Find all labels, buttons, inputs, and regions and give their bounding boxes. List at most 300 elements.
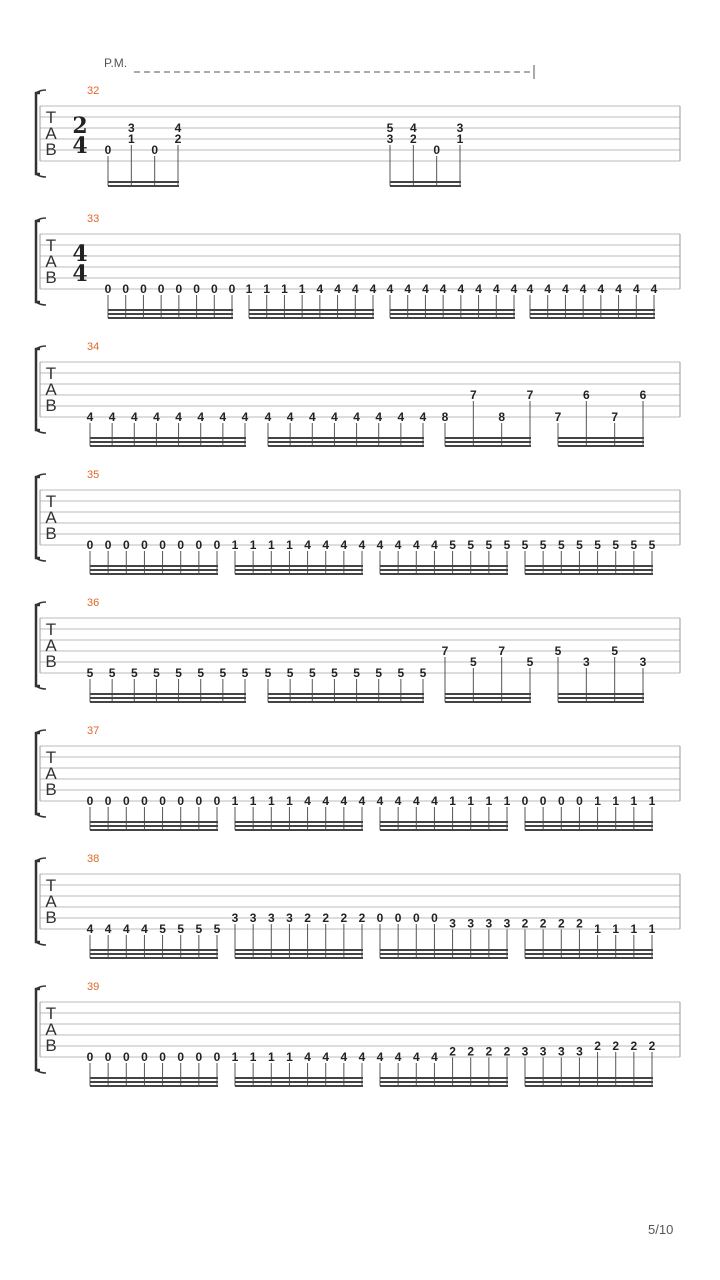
fret-number: 0: [213, 1050, 221, 1064]
note-beam: [525, 1077, 653, 1079]
tab-clef-letter: B: [45, 140, 57, 159]
fret-number: 0: [521, 794, 529, 808]
note-beam: [90, 701, 246, 703]
note-beam: [235, 821, 363, 823]
fret-number: 0: [394, 911, 402, 925]
note-beam: [380, 957, 508, 959]
bracket-top-hook: [36, 90, 46, 93]
tab-clef-letter: B: [45, 652, 57, 671]
fret-number: 4: [375, 410, 383, 424]
tab-clef-letter: A: [45, 124, 57, 143]
fret-number: 1: [286, 538, 293, 552]
fret-number: 4: [316, 282, 324, 296]
tab-clef-letter: T: [45, 492, 57, 511]
fret-number: 3: [485, 916, 493, 931]
note-beam: [108, 317, 233, 319]
fret-number: 4: [615, 282, 622, 296]
fret-number: 5: [308, 666, 316, 680]
fret-number: 0: [86, 1050, 94, 1064]
fret-number: 4: [334, 282, 341, 296]
note-beam: [90, 821, 218, 823]
fret-number: 2: [467, 1044, 475, 1059]
fret-number: 0: [104, 282, 112, 296]
note-beam: [525, 569, 653, 571]
fret-number: 5: [594, 538, 601, 552]
note-beam: [235, 953, 363, 955]
fret-number: 3: [582, 655, 590, 669]
fret-number: 2: [409, 132, 417, 146]
fret-number: 0: [177, 538, 185, 552]
fret-number: 6: [639, 388, 647, 402]
fret-number: 4: [386, 282, 394, 296]
note-beam: [249, 309, 374, 311]
note-beam: [558, 437, 644, 439]
tab-clef-letter: A: [45, 636, 57, 655]
fret-number: 4: [322, 538, 330, 552]
fret-number: 4: [175, 410, 182, 424]
note-beam: [235, 949, 363, 951]
tab-clef-letter: B: [45, 396, 57, 415]
fret-number: 3: [127, 121, 135, 135]
tab-clef-letter: A: [45, 380, 57, 399]
fret-number: 4: [439, 282, 447, 296]
system-bracket: [36, 221, 40, 302]
bracket-bottom-hook: [36, 430, 46, 433]
fret-number: 5: [576, 538, 583, 552]
fret-number: 2: [630, 1039, 638, 1053]
note-beam: [445, 445, 531, 447]
fret-number: 1: [249, 538, 257, 552]
fret-number: 2: [539, 916, 547, 931]
bracket-top-hook: [36, 218, 46, 221]
fret-number: 4: [304, 1050, 311, 1064]
note-beam: [558, 441, 644, 443]
note-beam: [90, 825, 218, 827]
fret-number: 4: [632, 282, 640, 296]
note-beam: [268, 445, 424, 447]
fret-number: 5: [521, 538, 529, 552]
bracket-bottom-hook: [36, 1070, 46, 1073]
fret-number: 0: [159, 1050, 166, 1064]
fret-number: 0: [86, 794, 94, 808]
fret-number: 1: [281, 282, 288, 296]
note-beam: [108, 185, 179, 187]
fret-number: 5: [539, 538, 547, 552]
tab-clef-letter: T: [45, 108, 57, 127]
fret-number: 4: [153, 410, 160, 424]
fret-number: 5: [177, 922, 185, 936]
fret-number: 1: [449, 794, 456, 808]
fret-number: 5: [286, 666, 294, 680]
note-beam: [90, 1081, 218, 1083]
fret-number: 5: [612, 538, 620, 552]
note-beam: [390, 309, 515, 311]
fret-number: 4: [376, 1050, 384, 1064]
fret-number: 8: [441, 410, 449, 424]
fret-number: 1: [231, 794, 239, 808]
note-beam: [525, 821, 653, 823]
fret-number: 4: [412, 538, 420, 552]
fret-number: 5: [331, 666, 338, 680]
fret-number: 4: [510, 282, 518, 296]
fret-number: 0: [431, 911, 438, 925]
fret-number: 0: [122, 1050, 130, 1064]
fret-number: 2: [358, 911, 366, 925]
note-beam: [530, 313, 655, 315]
fret-number: 2: [576, 916, 583, 931]
fret-number: 4: [340, 1050, 348, 1064]
fret-number: 3: [267, 911, 275, 925]
fret-number: 0: [228, 282, 236, 296]
fret-number: 0: [177, 1050, 185, 1064]
tab-system: [36, 341, 680, 447]
tab-system: [36, 597, 680, 703]
fret-number: 5: [485, 538, 493, 552]
fret-number: 0: [213, 538, 221, 552]
tab-clef-letter: T: [45, 236, 57, 255]
fret-number: 1: [286, 1050, 293, 1064]
fret-number: 4: [304, 794, 311, 808]
note-beam: [90, 697, 246, 699]
fret-number: 1: [594, 922, 601, 936]
fret-number: 3: [557, 1044, 565, 1059]
tab-clef-letter: B: [45, 1036, 57, 1055]
fret-number: 5: [469, 655, 477, 669]
fret-number: 4: [351, 282, 359, 296]
fret-number: 0: [412, 911, 420, 925]
fret-number: 4: [404, 282, 412, 296]
fret-number: 5: [175, 666, 182, 680]
note-beam: [90, 953, 218, 955]
fret-number: 4: [340, 794, 348, 808]
note-beam: [90, 441, 246, 443]
fret-number: 2: [174, 132, 182, 146]
fret-number: 4: [141, 922, 148, 936]
note-beam: [525, 825, 653, 827]
note-beam: [235, 829, 363, 831]
fret-number: 5: [467, 538, 475, 552]
fret-number: 7: [441, 644, 449, 658]
note-beam: [390, 185, 461, 187]
fret-number: 4: [394, 794, 402, 808]
note-beam: [235, 1085, 363, 1087]
note-beam: [268, 437, 424, 439]
fret-number: 4: [431, 538, 438, 552]
note-beam: [558, 445, 644, 447]
fret-number: 0: [159, 538, 166, 552]
fret-number: 4: [397, 410, 405, 424]
fret-number: 2: [594, 1039, 601, 1053]
fret-number: 0: [122, 282, 130, 296]
tab-clef-letter: T: [45, 1004, 57, 1023]
note-beam: [90, 1085, 218, 1087]
fret-number: 3: [286, 911, 293, 925]
bracket-top-hook: [36, 858, 46, 861]
note-beam: [380, 565, 508, 567]
fret-number: 0: [104, 538, 112, 552]
fret-number: 0: [141, 1050, 148, 1064]
note-beam: [90, 445, 246, 447]
fret-number: 2: [304, 911, 311, 925]
note-beam: [525, 1085, 653, 1087]
fret-number: 0: [195, 794, 203, 808]
fret-number: 0: [141, 794, 148, 808]
system-bracket: [36, 861, 40, 942]
fret-number: 5: [386, 121, 394, 135]
fret-number: 0: [557, 794, 565, 808]
fret-number: 4: [104, 922, 112, 936]
note-beam: [235, 565, 363, 567]
note-beam: [249, 313, 374, 315]
fret-number: 5: [219, 666, 227, 680]
note-beam: [380, 1081, 508, 1083]
note-beam: [235, 573, 363, 575]
note-beam: [235, 957, 363, 959]
fret-number: 5: [159, 922, 166, 936]
fret-number: 4: [597, 282, 605, 296]
note-beam: [90, 693, 246, 695]
fret-number: 5: [630, 538, 638, 552]
fret-number: 3: [639, 655, 647, 669]
system-bracket: [36, 93, 40, 174]
fret-number: 0: [376, 911, 384, 925]
fret-number: 4: [579, 282, 587, 296]
fret-number: 2: [557, 916, 565, 931]
system-bracket: [36, 989, 40, 1070]
note-beam: [445, 437, 531, 439]
measure-number: 38: [87, 853, 100, 865]
fret-number: 0: [157, 282, 165, 296]
fret-number: 4: [322, 1050, 330, 1064]
time-signature-digit: 4: [72, 133, 88, 159]
note-beam: [525, 953, 653, 955]
note-beam: [380, 569, 508, 571]
fret-number: 4: [304, 538, 311, 552]
fret-number: 4: [526, 282, 534, 296]
measure-number: 35: [87, 469, 100, 481]
fret-number: 4: [174, 121, 182, 135]
fret-number: 2: [322, 911, 330, 925]
fret-number: 4: [412, 1050, 420, 1064]
note-beam: [90, 1077, 218, 1079]
fret-number: 0: [195, 538, 203, 552]
tab-clef-letter: A: [45, 764, 57, 783]
fret-number: 4: [340, 538, 348, 552]
measure-number: 32: [87, 85, 100, 97]
fret-number: 0: [122, 794, 130, 808]
note-beam: [525, 949, 653, 951]
fret-number: 4: [108, 410, 116, 424]
fret-number: 1: [267, 794, 275, 808]
fret-number: 3: [249, 911, 257, 925]
note-beam: [390, 181, 461, 183]
fret-number: 5: [86, 666, 94, 680]
fret-number: 4: [562, 282, 569, 296]
tab-clef-letter: A: [45, 252, 57, 271]
fret-number: 2: [521, 916, 529, 931]
tab-clef-letter: T: [45, 364, 57, 383]
fret-number: 8: [498, 410, 506, 424]
fret-number: 1: [263, 282, 271, 296]
fret-number: 5: [375, 666, 383, 680]
bracket-top-hook: [36, 474, 46, 477]
fret-number: 5: [611, 644, 619, 658]
measure-number: 39: [87, 981, 100, 993]
fret-number: 5: [353, 666, 360, 680]
fret-number: 0: [177, 794, 185, 808]
note-beam: [235, 825, 363, 827]
fret-number: 4: [308, 410, 316, 424]
fret-number: 4: [544, 282, 552, 296]
fret-number: 3: [449, 916, 456, 931]
fret-number: 7: [469, 388, 477, 402]
fret-number: 5: [557, 538, 565, 552]
fret-number: 0: [195, 1050, 203, 1064]
tab-clef-letter: T: [45, 748, 57, 767]
note-beam: [558, 693, 644, 695]
note-beam: [90, 437, 246, 439]
fret-number: 0: [159, 794, 166, 808]
tab-clef-letter: B: [45, 780, 57, 799]
bracket-top-hook: [36, 346, 46, 349]
note-beam: [90, 569, 218, 571]
fret-number: 1: [630, 794, 638, 808]
fret-number: 4: [358, 1050, 366, 1064]
note-beam: [108, 181, 179, 183]
fret-number: 4: [331, 410, 338, 424]
note-beam: [380, 953, 508, 955]
system-bracket: [36, 605, 40, 686]
fret-number: 4: [197, 410, 205, 424]
fret-number: 4: [394, 1050, 402, 1064]
fret-number: 2: [485, 1044, 493, 1059]
bracket-bottom-hook: [36, 942, 46, 945]
system-bracket: [36, 477, 40, 558]
note-beam: [380, 825, 508, 827]
fret-number: 0: [151, 143, 159, 157]
fret-number: 7: [611, 410, 619, 424]
fret-number: 1: [286, 794, 293, 808]
note-beam: [445, 697, 531, 699]
fret-number: 1: [648, 794, 656, 808]
note-beam: [90, 957, 218, 959]
fret-number: 0: [175, 282, 183, 296]
note-beam: [380, 829, 508, 831]
fret-number: 1: [245, 282, 253, 296]
measure-number: 37: [87, 725, 100, 737]
fret-number: 3: [521, 1044, 529, 1059]
note-beam: [380, 949, 508, 951]
fret-number: 4: [86, 922, 94, 936]
fret-number: 4: [286, 410, 294, 424]
note-beam: [380, 821, 508, 823]
note-beam: [380, 1077, 508, 1079]
tab-system: [36, 85, 680, 187]
fret-number: 3: [503, 916, 511, 931]
fret-number: 4: [409, 121, 417, 135]
fret-number: 1: [298, 282, 306, 296]
tab-clef-letter: A: [45, 508, 57, 527]
note-beam: [90, 829, 218, 831]
fret-number: 0: [140, 282, 147, 296]
bracket-bottom-hook: [36, 558, 46, 561]
note-beam: [90, 949, 218, 951]
bracket-bottom-hook: [36, 174, 46, 177]
tab-system: [36, 853, 680, 959]
fret-number: 7: [526, 388, 534, 402]
fret-number: 7: [554, 410, 562, 424]
note-beam: [525, 573, 653, 575]
fret-number: 1: [231, 1050, 239, 1064]
fret-number: 4: [422, 282, 429, 296]
fret-number: 4: [122, 922, 130, 936]
fret-number: 1: [249, 794, 257, 808]
note-beam: [390, 313, 515, 315]
fret-number: 0: [193, 282, 200, 296]
note-beam: [445, 701, 531, 703]
fret-number: 3: [456, 121, 464, 135]
fret-number: 0: [433, 143, 441, 157]
fret-number: 1: [612, 922, 620, 936]
fret-number: 0: [210, 282, 218, 296]
note-beam: [235, 1077, 363, 1079]
tab-clef-letter: A: [45, 892, 57, 911]
note-beam: [249, 317, 374, 319]
note-beam: [530, 317, 655, 319]
fret-number: 0: [104, 794, 112, 808]
note-beam: [525, 829, 653, 831]
note-beam: [525, 565, 653, 567]
fret-number: 5: [419, 666, 427, 680]
fret-number: 1: [456, 132, 464, 146]
fret-number: 4: [419, 410, 427, 424]
fret-number: 4: [475, 282, 482, 296]
fret-number: 1: [485, 794, 493, 808]
fret-number: 4: [369, 282, 377, 296]
fret-number: 0: [122, 538, 130, 552]
fret-number: 5: [526, 655, 534, 669]
note-beam: [268, 701, 424, 703]
fret-number: 3: [231, 911, 239, 925]
fret-number: 1: [630, 922, 638, 936]
fret-number: 3: [467, 916, 475, 931]
fret-number: 5: [449, 538, 456, 552]
note-beam: [558, 697, 644, 699]
bracket-bottom-hook: [36, 302, 46, 305]
note-beam: [380, 573, 508, 575]
tab-system: [36, 469, 680, 575]
fret-number: 0: [104, 1050, 112, 1064]
measure-number: 36: [87, 597, 100, 609]
note-beam: [445, 441, 531, 443]
bracket-bottom-hook: [36, 814, 46, 817]
time-signature-digit: 2: [72, 113, 88, 139]
note-beam: [108, 313, 233, 315]
fret-number: 5: [503, 538, 511, 552]
fret-number: 3: [576, 1044, 583, 1059]
fret-number: 5: [648, 538, 656, 552]
bracket-top-hook: [36, 986, 46, 989]
note-beam: [525, 957, 653, 959]
note-beam: [525, 1081, 653, 1083]
bracket-top-hook: [36, 730, 46, 733]
note-beam: [530, 309, 655, 311]
tab-clef-letter: A: [45, 1020, 57, 1039]
tab-system: [36, 981, 680, 1087]
fret-number: 5: [241, 666, 249, 680]
fret-number: 4: [492, 282, 500, 296]
measure-number: 33: [87, 213, 100, 225]
